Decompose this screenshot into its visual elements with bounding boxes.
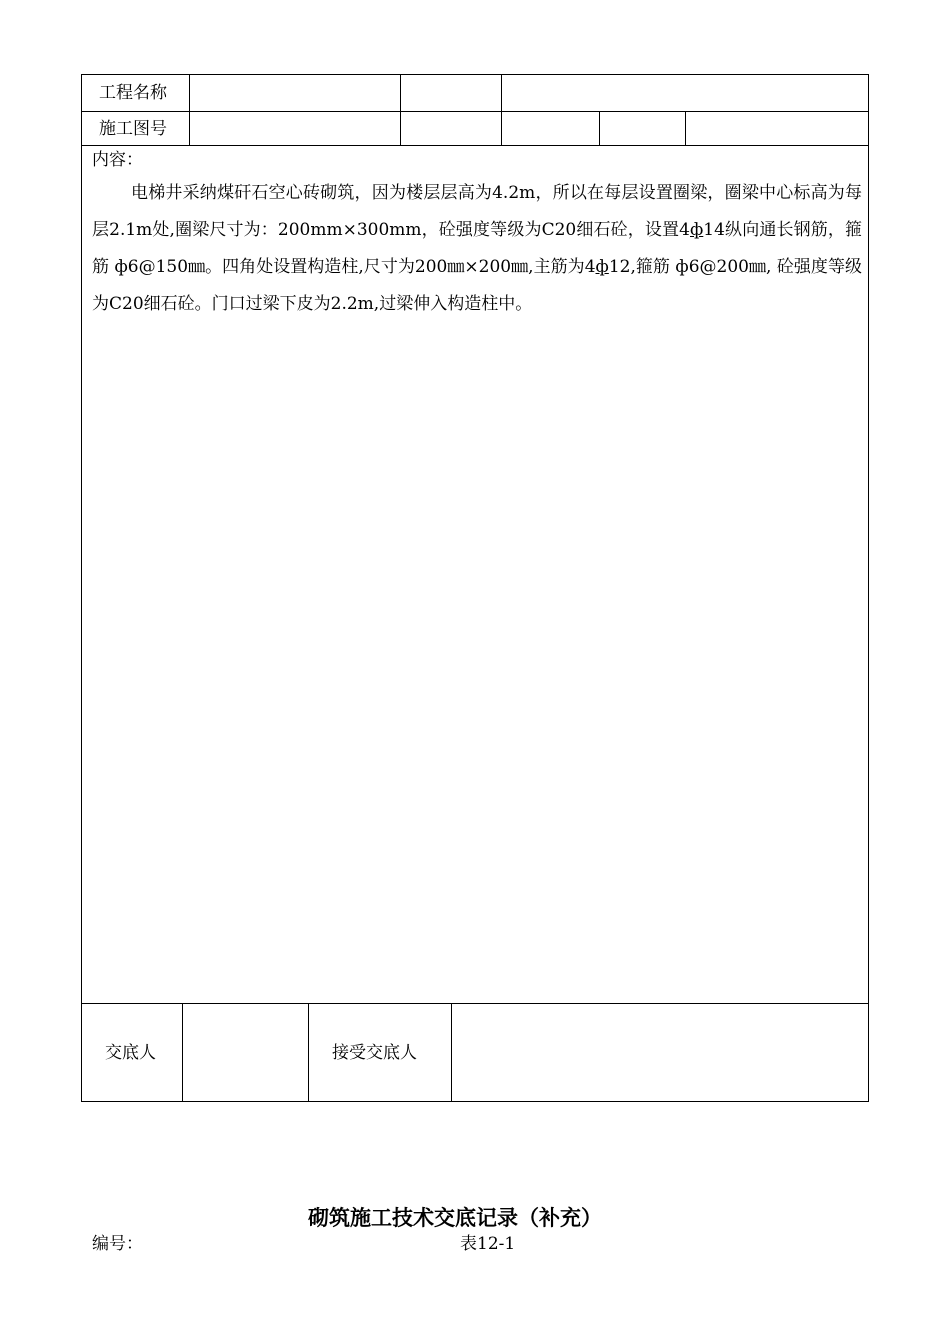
drawing-number-label: 施工图号: [99, 119, 167, 139]
project-name-value[interactable]: [190, 75, 400, 111]
rebar-symbol-2: ф: [595, 257, 609, 277]
drawing-number-value[interactable]: [190, 112, 400, 145]
project-name-label: 工程名称: [99, 83, 167, 103]
row2-bottom-border: [81, 145, 869, 146]
project-name-extra-field[interactable]: [502, 75, 868, 111]
rebar-symbol-1: ф: [689, 220, 704, 240]
content-paragraph: [92, 175, 862, 323]
table-bottom-border: [81, 1101, 869, 1102]
header-divider-2: [400, 74, 401, 146]
content-text-part-3: 12,箍筋 ф6@200㎜, 砼强度等级为C20细石砼。门口过梁下皮为2.2m,过梁伸入构造柱中。: [92, 257, 862, 314]
content-text-part-1: 电梯井采纳煤矸石空心砖砌筑，因为楼层层高为4.2m，所以在每层设置圈梁，圈梁中心标高为每层2.1m处,圈梁尺寸为：200mm×300mm，砼强度等级为C20细石砼，设置4: [92, 183, 862, 240]
handover-person-field[interactable]: [183, 1004, 308, 1101]
content-text-part-2: 14纵向通长钢筋，箍筋 ф6@150㎜。四角处设置构造柱,尺寸为200㎜×200㎜,主筋为4: [92, 220, 862, 277]
form-code: 表12-1: [460, 1234, 516, 1254]
receiver-label: 接受交底人: [332, 1043, 417, 1063]
content-label: 内容：: [92, 150, 143, 170]
number-label: 编号：: [92, 1234, 143, 1254]
content-body: [92, 175, 862, 323]
form-title: 砌筑施工技术交底记录（补充）: [308, 1205, 602, 1230]
table-left-border: [81, 74, 82, 1102]
table-right-border: [868, 74, 869, 1102]
header-divider-4: [599, 111, 600, 146]
signature-divider-2: [308, 1003, 309, 1102]
handover-person-label: 交底人: [105, 1043, 156, 1063]
header-divider-5: [685, 111, 686, 146]
receiver-field[interactable]: [452, 1004, 868, 1101]
